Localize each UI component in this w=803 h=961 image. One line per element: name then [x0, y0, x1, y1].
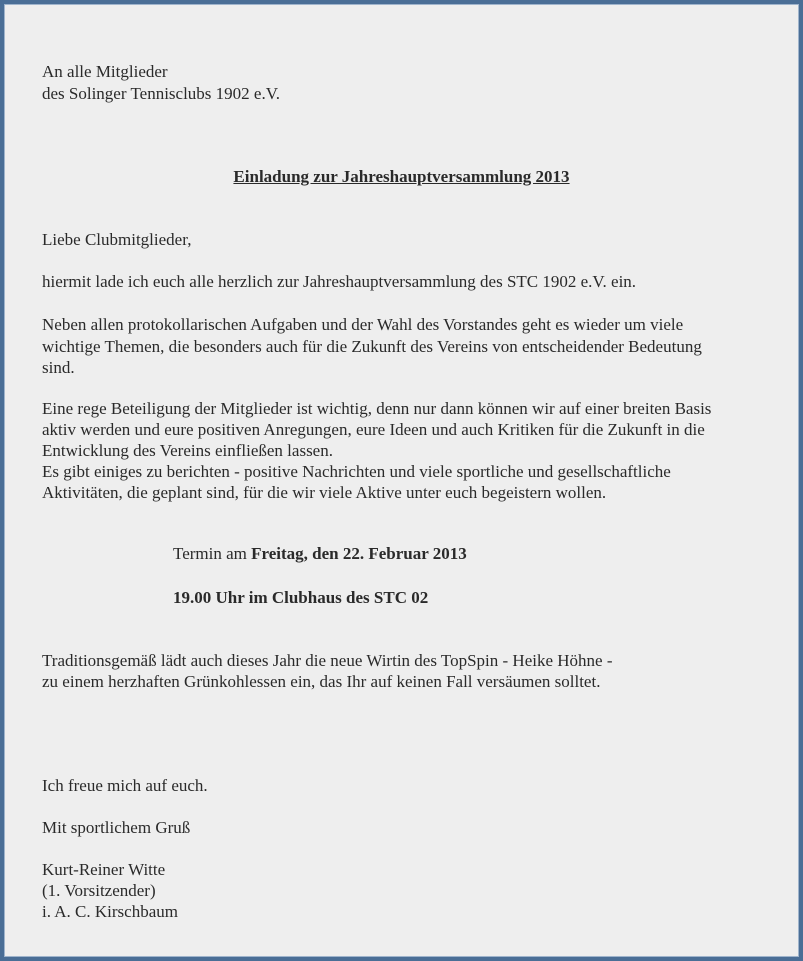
recipient-line: An alle Mitglieder — [42, 62, 168, 81]
paragraph-line: Entwicklung des Vereins einfließen lassen. — [42, 441, 333, 460]
letter-title: Einladung zur Jahreshauptversammlung 2013 — [233, 167, 570, 186]
closing: Ich freue mich auf euch. — [42, 776, 208, 795]
paragraph-line: wichtige Themen, die besonders auch für die Zukunft des Vereins von entscheidender Bedeutung — [42, 337, 702, 356]
signature-name: Kurt-Reiner Witte — [42, 860, 166, 879]
paragraph-line: Traditionsgemäß lädt auch dieses Jahr die neue Wirtin des TopSpin - Heike Höhne - — [42, 651, 613, 670]
greeting: Mit sportlichem Gruß — [42, 818, 191, 837]
recipient-line: des Solinger Tennisclubs 1902 e.V. — [42, 84, 281, 103]
appointment-date — [173, 543, 467, 564]
appointment-prefix: Termin am — [173, 544, 252, 563]
appointment-time-place: 19.00 Uhr im Clubhaus des STC 02 — [173, 588, 429, 607]
paragraph-line: sind. — [42, 358, 75, 377]
paragraph-line: hiermit lade ich euch alle herzlich zur Jahreshauptversammlung des STC 1902 e.V. ein. — [42, 272, 637, 291]
paragraph-line: Neben allen protokollarischen Aufgaben und der Wahl des Vorstandes geht es wieder um viele — [42, 315, 684, 334]
paragraph-line: Aktivitäten, die geplant sind, für die wir viele Aktive unter euch begeistern wollen. — [42, 483, 607, 502]
salutation: Liebe Clubmitglieder, — [42, 230, 192, 249]
paragraph-line: zu einem herzhaften Grünkohlessen ein, das Ihr auf keinen Fall versäumen solltet. — [42, 672, 601, 691]
paragraph-line: Eine rege Beteiligung der Mitglieder ist wichtig, denn nur dann können wir auf einer breiten Basis — [42, 399, 712, 418]
signature-role: (1. Vorsitzender) — [42, 881, 156, 900]
paragraph-line: Es gibt einiges zu berichten - positive Nachrichten und viele sportliche und gesellschaftliche — [42, 462, 671, 481]
paragraph-line: aktiv werden und eure positiven Anregungen, eure Ideen und auch Kritiken für die Zukunft in die — [42, 420, 705, 439]
signature-proxy: i. A. C. Kirschbaum — [42, 902, 178, 921]
appointment-date-value: Freitag, den 22. Februar 2013 — [251, 544, 467, 563]
